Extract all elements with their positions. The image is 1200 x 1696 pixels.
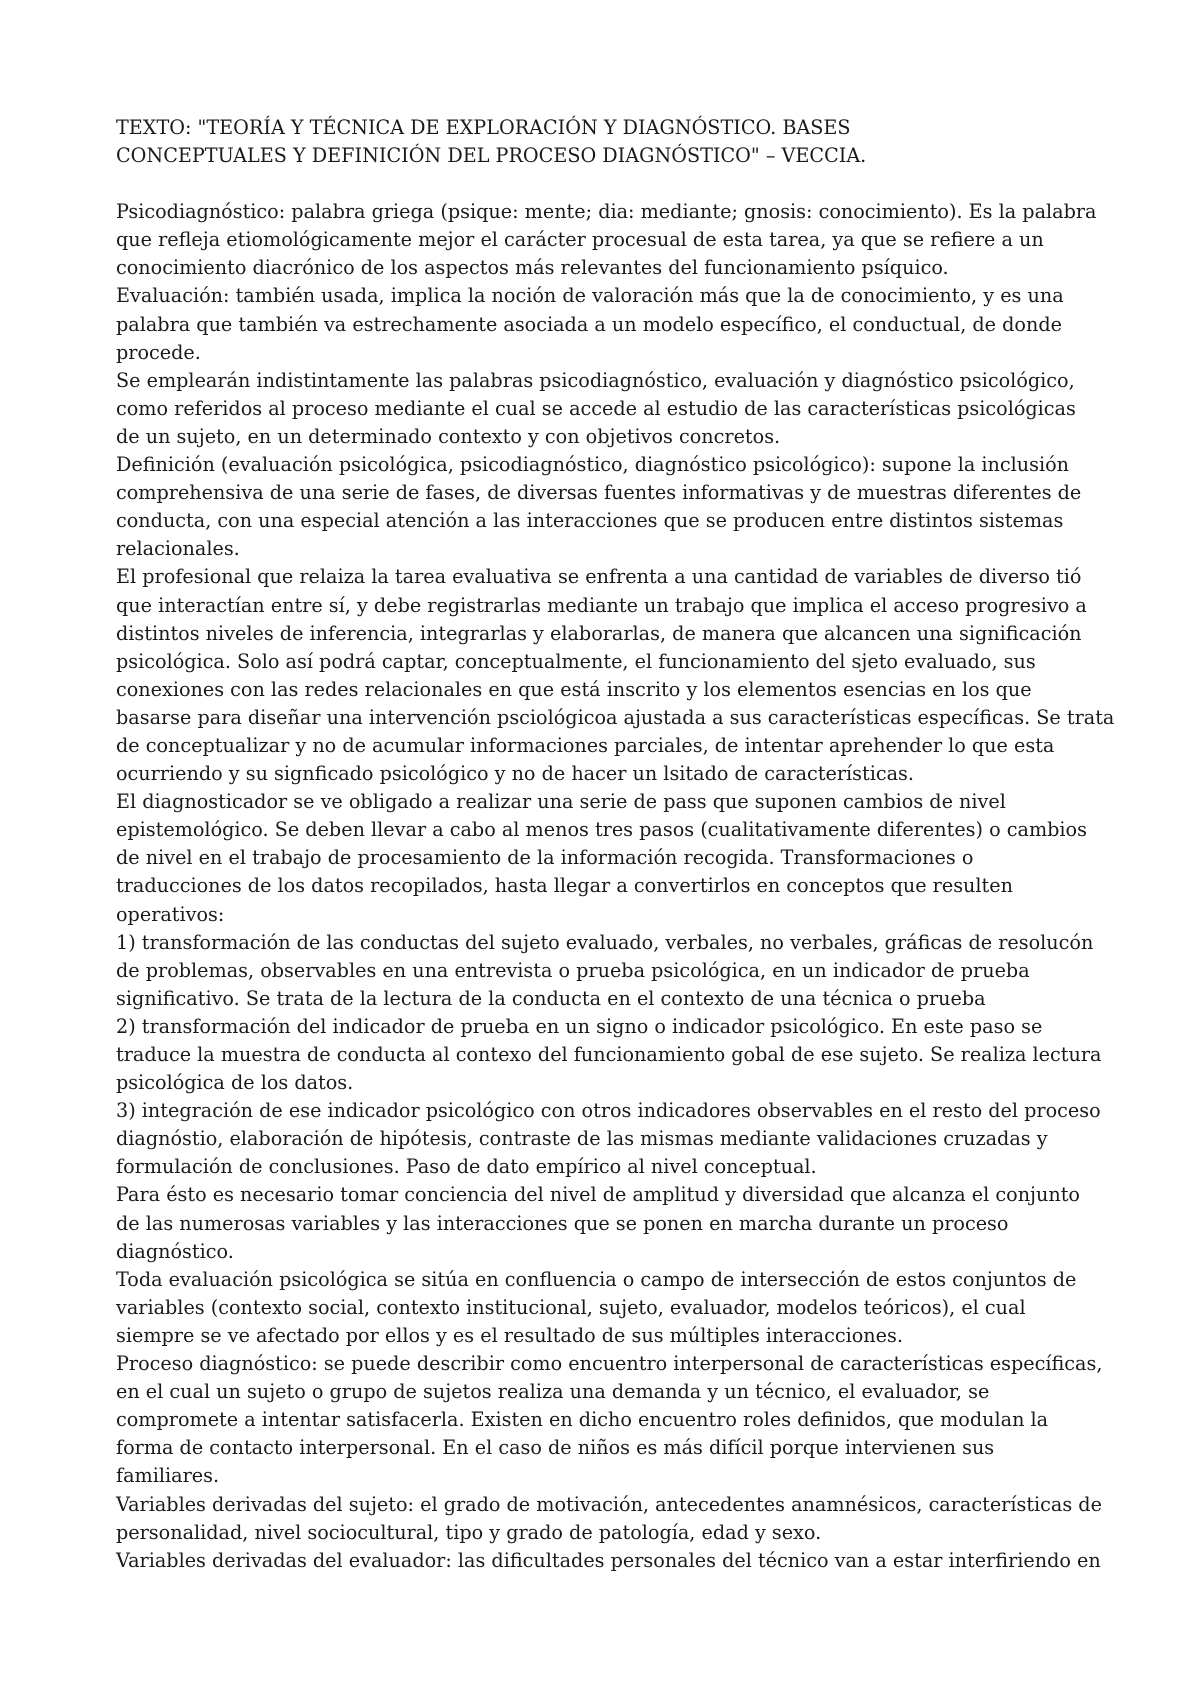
body-paragraph: [116, 1491, 1106, 1547]
text-line: Proceso diagnóstico: se puede describir como encuentro interpersonal de características específicas,: [116, 1352, 1103, 1376]
text-line: forma de contacto interpersonal. En el caso de niños es más difícil porque intervienen sus: [116, 1436, 995, 1460]
body-paragraph: [116, 367, 1106, 451]
text-line: de conceptualizar y no de acumular informaciones parciales, de intentar aprehender lo que esta: [116, 733, 1055, 757]
text-line: Toda evaluación psicológica se sitúa en confluencia o campo de intersección de estos conjuntos de: [116, 1267, 1077, 1291]
text-line: conducta, con una especial atención a las interacciones que se producen entre distintos sistemas: [116, 509, 1064, 533]
text-line: Se emplearán indistintamente las palabras psicodiagnóstico, evaluación y diagnóstico psicológico,: [116, 368, 1075, 392]
text-line: conocimiento diacrónico de los aspectos más relevantes del funcionamiento psíquico.: [116, 256, 949, 280]
body-paragraph: [116, 1350, 1106, 1490]
text-line: variables (contexto social, contexto institucional, sujeto, evaluador, modelos teóricos), el cual: [116, 1295, 1026, 1319]
body-paragraph: [116, 1013, 1106, 1097]
text-line: distintos niveles de inferencia, integrarlas y elaborarlas, de manera que alcancen una significación: [116, 621, 1082, 645]
text-line: compromete a intentar satisfacerla. Existen en dicho encuentro roles definidos, que modulan la: [116, 1408, 1049, 1432]
text-line: de nivel en el trabajo de procesamiento de la información recogida. Transformaciones o: [116, 846, 974, 870]
text-line: comprehensiva de una serie de fases, de diversas fuentes informativas y de muestras diferentes de: [116, 481, 1082, 505]
title-line: CONCEPTUALES Y DEFINICIÓN DEL PROCESO DIAGNÓSTICO" – VECCIA.: [116, 144, 867, 168]
text-line: traducciones de los datos recopilados, hasta llegar a convertirlos en conceptos que resulten: [116, 874, 1013, 898]
body-paragraph: [116, 1181, 1106, 1265]
body-paragraph: [116, 198, 1106, 282]
body-paragraph: [116, 1097, 1106, 1181]
body-paragraph: [116, 451, 1106, 563]
text-line: basarse para diseñar una intervención psciológicoa ajustada a sus características específicas. Se trata: [116, 705, 1115, 729]
text-line: palabra que también va estrechamente asociada a un modelo específico, el conductual, de donde: [116, 312, 1062, 336]
text-line: que refleja etiomológicamente mejor el carácter procesual de esta tarea, ya que se refiere a un: [116, 228, 1044, 252]
text-line: que interactían entre sí, y debe registrarlas mediante un trabajo que implica el acceso progresivo a: [116, 593, 1087, 617]
text-line: familiares.: [116, 1464, 220, 1488]
text-line: ocurriendo y su signficado psicológico y no de hacer un lsitado de características.: [116, 762, 914, 786]
text-line: procede.: [116, 340, 201, 364]
text-line: El diagnosticador se ve obligado a realizar una serie de pass que suponen cambios de nivel: [116, 790, 1006, 814]
body-paragraph: [116, 563, 1115, 788]
text-line: El profesional que relaiza la tarea evaluativa se enfrenta a una cantidad de variables de diverso tió: [116, 565, 1082, 589]
body-paragraph: [116, 282, 1106, 366]
text-line: 2) transformación del indicador de prueba en un signo o indicador psicológico. En este paso se: [116, 1014, 1043, 1038]
document-body: [116, 198, 1115, 1575]
text-line: psicológica de los datos.: [116, 1071, 354, 1095]
text-line: conexiones con las redes relacionales en que está inscrito y los elementos esencias en los que: [116, 677, 1032, 701]
document-title: [116, 114, 1106, 170]
text-line: siempre se ve afectado por ellos y es el resultado de sus múltiples interacciones.: [116, 1323, 903, 1347]
text-line: en el cual un sujeto o grupo de sujetos realiza una demanda y un técnico, el evaluador, se: [116, 1380, 990, 1404]
text-line: psicológica. Solo así podrá captar, conceptualmente, el funcionamiento del sjeto evaluado, sus: [116, 649, 1036, 673]
text-line: de un sujeto, en un determinado contexto y con objetivos concretos.: [116, 424, 781, 448]
text-line: Evaluación: también usada, implica la noción de valoración más que la de conocimiento, y es una: [116, 284, 1064, 308]
text-line: diagnóstico.: [116, 1239, 234, 1263]
text-line: 3) integración de ese indicador psicológico con otros indicadores observables en el resto del proceso: [116, 1099, 1101, 1123]
text-line: significativo. Se trata de la lectura de la conducta en el contexto de una técnica o prueba: [116, 986, 986, 1010]
text-line: de las numerosas variables y las interacciones que se ponen en marcha durante un proceso: [116, 1211, 1009, 1235]
text-line: operativos:: [116, 902, 225, 926]
document-page: [116, 114, 1115, 1575]
text-line: personalidad, nivel sociocultural, tipo y grado de patología, edad y sexo.: [116, 1520, 822, 1544]
body-paragraph: [116, 929, 1106, 1013]
body-paragraph: [116, 1547, 1106, 1575]
text-line: 1) transformación de las conductas del sujeto evaluado, verbales, no verbales, gráficas de resolucón: [116, 930, 1094, 954]
text-line: Para ésto es necesario tomar conciencia del nivel de amplitud y diversidad que alcanza el conjunto: [116, 1183, 1080, 1207]
body-paragraph: [116, 1266, 1106, 1350]
text-line: relacionales.: [116, 537, 240, 561]
text-line: diagnóstio, elaboración de hipótesis, contraste de las mismas mediante validaciones cruzadas y: [116, 1127, 1048, 1151]
text-line: Variables derivadas del evaluador: las dificultades personales del técnico van a estar interfiriendo en: [116, 1548, 1101, 1572]
title-line: TEXTO: "TEORÍA Y TÉCNICA DE EXPLORACIÓN Y DIAGNÓSTICO. BASES: [116, 116, 851, 139]
text-line: Psicodiagnóstico: palabra griega (psique: mente; dia: mediante; gnosis: conocimiento). Es la palabra: [116, 200, 1097, 224]
text-line: de problemas, observables en una entrevista o prueba psicológica, en un indicador de prueba: [116, 958, 1030, 982]
text-line: Definición (evaluación psicológica, psicodiagnóstico, diagnóstico psicológico): supone la inclusión: [116, 453, 1070, 477]
text-line: formulación de conclusiones. Paso de dato empírico al nivel conceptual.: [116, 1155, 817, 1179]
text-line: epistemológico. Se deben llevar a cabo al menos tres pasos (cualitativamente diferentes) o cambios: [116, 818, 1087, 842]
text-line: como referidos al proceso mediante el cual se accede al estudio de las características psicológicas: [116, 396, 1076, 420]
body-paragraph: [116, 788, 1106, 928]
text-line: Variables derivadas del sujeto: el grado de motivación, antecedentes anamnésicos, características de: [116, 1492, 1102, 1516]
text-line: traduce la muestra de conducta al contexo del funcionamiento gobal de ese sujeto. Se realiza lectura: [116, 1043, 1102, 1066]
